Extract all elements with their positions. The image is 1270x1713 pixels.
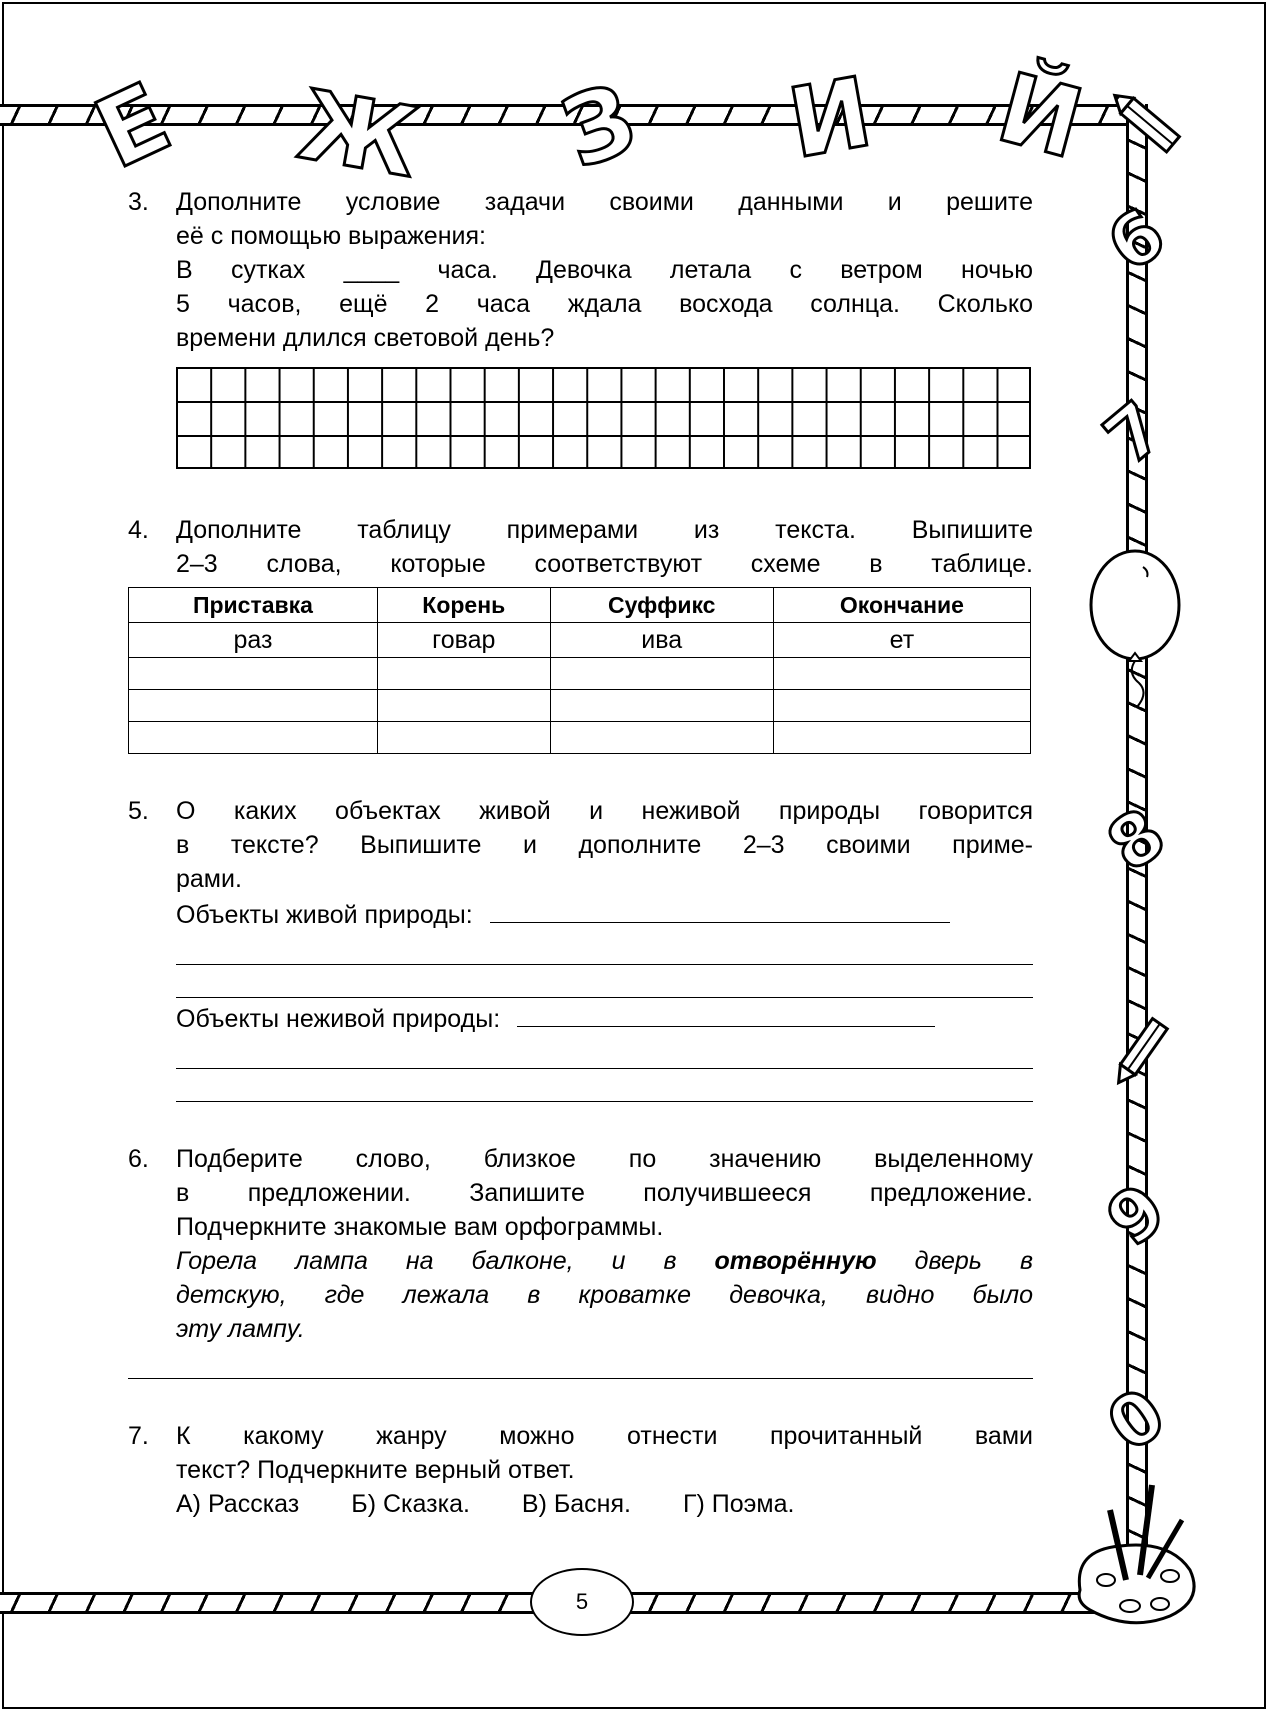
question-number: 3. — [128, 188, 149, 216]
table-header: Суффикс — [550, 588, 773, 623]
table-cell-input[interactable] — [773, 690, 1030, 722]
example-sentence-line: эту лампу. — [176, 1315, 305, 1343]
header-letter: Ж — [291, 68, 427, 200]
question-text-line: Дополните условие задачи своими данными и решите — [176, 188, 1033, 216]
palette-icon — [1070, 1480, 1200, 1630]
table-cell: раз — [129, 623, 378, 658]
question-5 — [128, 794, 1033, 1102]
side-digit: 9 — [1091, 1167, 1182, 1263]
answer-options — [176, 1487, 1033, 1521]
question-3 — [128, 185, 1033, 469]
living-objects-row — [176, 896, 1033, 932]
header-letter: Й — [986, 51, 1094, 181]
table-row — [129, 690, 1031, 722]
table-cell-input[interactable] — [129, 658, 378, 690]
table-header: Корень — [377, 588, 550, 623]
question-text-line: К какому жанру можно отнести прочитанный вами — [176, 1422, 1033, 1450]
answer-grid[interactable] — [176, 367, 1031, 469]
question-text-line: В сутках ____ часа. Девочка летала с ветром ночью — [176, 256, 1033, 284]
worksheet-content — [128, 185, 1033, 1521]
table-row — [129, 658, 1031, 690]
header-letter: Е — [79, 61, 187, 191]
sentence-text: дверь в — [876, 1247, 1033, 1275]
living-objects-label: Объекты живой природы: — [176, 901, 473, 929]
table-cell-input[interactable] — [377, 722, 550, 754]
table-row — [129, 722, 1031, 754]
answer-line[interactable] — [176, 1036, 1033, 1069]
table-cell-input[interactable] — [550, 690, 773, 722]
answer-line[interactable] — [517, 1000, 935, 1027]
table-header: Приставка — [129, 588, 378, 623]
page-number: 5 — [530, 1568, 634, 1636]
answer-line[interactable] — [490, 896, 950, 923]
nonliving-objects-row — [176, 1000, 1033, 1036]
table-cell-input[interactable] — [129, 722, 378, 754]
morpheme-table — [128, 587, 1031, 754]
sentence-text: Горела лампа на балконе, и в — [176, 1247, 715, 1275]
pencil-icon — [1105, 990, 1185, 1100]
table-row — [129, 623, 1031, 658]
question-number: 6. — [128, 1145, 149, 1173]
table-cell: ет — [773, 623, 1030, 658]
header-letter: И — [780, 55, 880, 181]
example-sentence-line — [176, 1244, 1033, 1278]
answer-line[interactable] — [176, 1069, 1033, 1102]
question-text-line: в предложении. Запишите получившееся предложение. — [176, 1179, 1033, 1207]
table-cell-input[interactable] — [773, 658, 1030, 690]
nonliving-objects-label: Объекты неживой природы: — [176, 1005, 501, 1033]
highlighted-word: отворённую — [714, 1247, 877, 1275]
side-digit: 7 — [1089, 385, 1180, 481]
example-sentence-line: детскую, где лежала в кроватке девочка, видно было — [176, 1281, 1033, 1309]
answer-line[interactable] — [128, 1346, 1033, 1379]
table-cell-input[interactable] — [129, 690, 378, 722]
answer-line[interactable] — [176, 932, 1033, 965]
question-text-line: Подчеркните знакомые вам орфограммы. — [176, 1213, 664, 1241]
table-cell-input[interactable] — [550, 722, 773, 754]
answer-option[interactable]: Г) Поэма. — [682, 1490, 795, 1518]
table-cell: ива — [550, 623, 773, 658]
question-text-line: 2–3 слова, которые соответствуют схеме в таблице. — [176, 550, 1033, 578]
table-header: Окончание — [773, 588, 1030, 623]
answer-option[interactable]: А) Рассказ — [176, 1490, 300, 1518]
side-digit: 0 — [1092, 1372, 1180, 1468]
table-cell-input[interactable] — [377, 690, 550, 722]
question-7 — [128, 1419, 1033, 1521]
question-number: 5. — [128, 797, 149, 825]
answer-line[interactable] — [176, 965, 1033, 998]
answer-option[interactable]: В) Басня. — [521, 1490, 631, 1518]
question-text-line: Подберите слово, близкое по значению выделенному — [176, 1145, 1033, 1173]
table-cell-input[interactable] — [773, 722, 1030, 754]
question-text-line: 5 часов, ещё 2 часа ждала восхода солнца. Сколько — [176, 290, 1033, 318]
question-text-line: рами. — [176, 865, 242, 893]
question-number: 7. — [128, 1422, 149, 1450]
table-cell: говар — [377, 623, 550, 658]
answer-option[interactable]: Б) Сказка. — [351, 1490, 470, 1518]
question-text-line: О каких объектах живой и неживой природы говорится — [176, 797, 1033, 825]
table-cell-input[interactable] — [550, 658, 773, 690]
question-text-line: её с помощью выражения: — [176, 222, 486, 250]
question-4 — [128, 513, 1033, 754]
pencil-icon — [1100, 80, 1200, 170]
header-letter: З — [547, 61, 651, 191]
question-text-line: в тексте? Выпишите и дополните 2–3 своими приме- — [176, 831, 1033, 859]
question-text-line: Дополните таблицу примерами из текста. Выпишите — [176, 516, 1033, 544]
side-digit: 8 — [1092, 792, 1180, 888]
question-text-line: текст? Подчеркните верный ответ. — [176, 1456, 575, 1484]
question-text-line: времени длился световой день? — [176, 324, 555, 352]
balloon-icon — [1085, 545, 1185, 715]
question-number: 4. — [128, 516, 149, 544]
side-digit: 6 — [1092, 192, 1180, 288]
question-6 — [128, 1142, 1033, 1379]
table-cell-input[interactable] — [377, 658, 550, 690]
